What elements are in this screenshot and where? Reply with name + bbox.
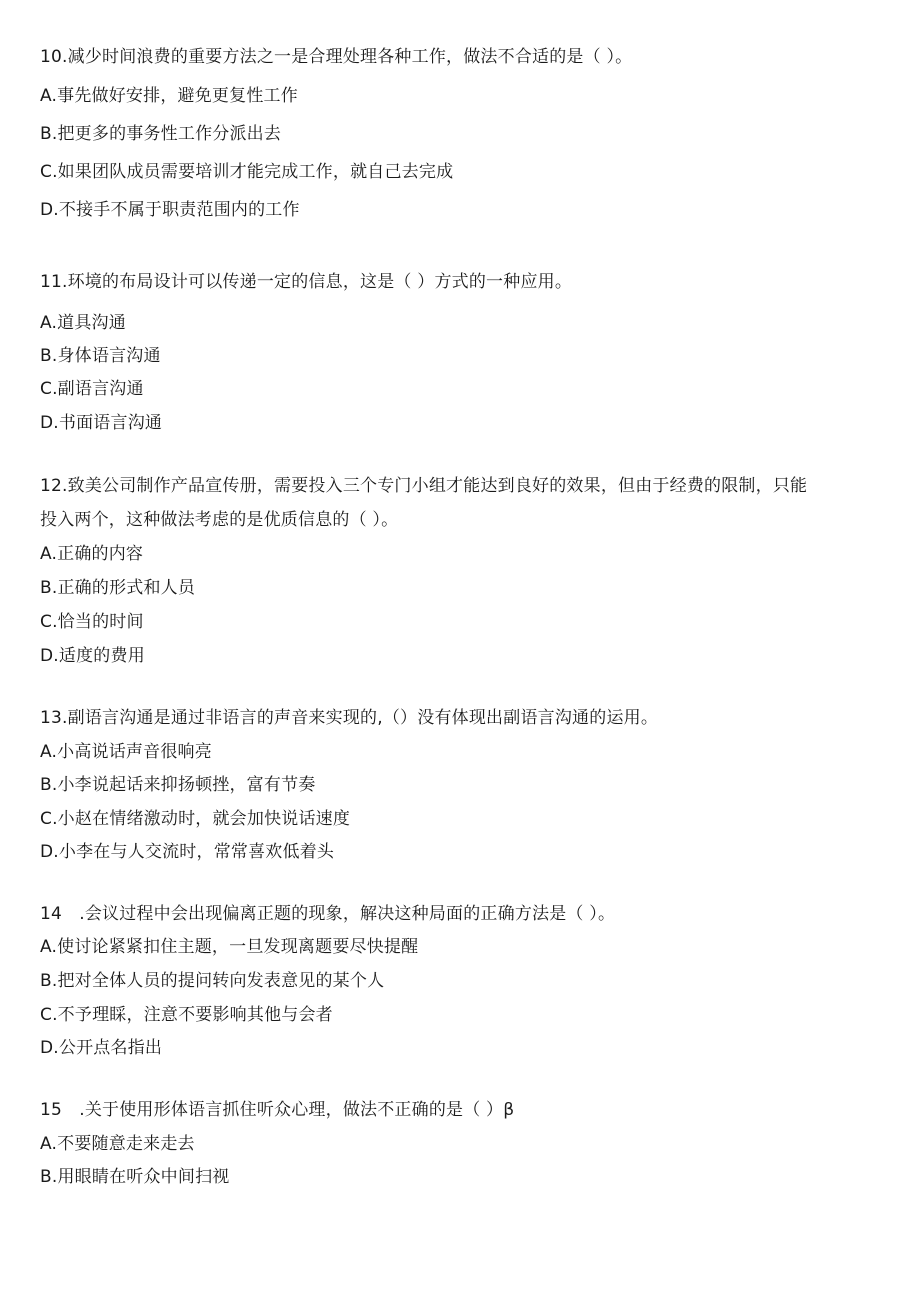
- question-12-option-a: A.正确的内容: [40, 544, 144, 564]
- question-11-option-a: A.道具沟通: [40, 313, 126, 333]
- question-14-option-b: B.把对全体人员的提问转向发表意见的某个人: [40, 971, 385, 991]
- question-15-option-a: A.不要随意走来走去: [40, 1134, 195, 1154]
- question-11-option-c: C.副语言沟通: [40, 379, 144, 399]
- question-13-option-b: B.小李说起话来抑扬顿挫，富有节奏: [40, 775, 316, 795]
- question-14-option-d: D.公开点名指出: [40, 1038, 163, 1058]
- question-10-option-d: D.不接手不属于职责范围内的工作: [40, 200, 300, 220]
- question-10-option-a: A.事先做好安排，避免更复性工作: [40, 86, 298, 106]
- question-10-stem: 10.减少时间浪费的重要方法之一是合理处理各种工作，做法不合适的是（ ）。: [40, 47, 633, 67]
- question-15-option-b: B.用眼睛在听众中间扫视: [40, 1167, 230, 1187]
- question-14-option-c: C.不予理睬，注意不要影响其他与会者: [40, 1005, 333, 1025]
- question-11-option-d: D.书面语言沟通: [40, 413, 163, 433]
- question-12-stem-line-2: 投入两个，这种做法考虑的是优质信息的（ ）。: [40, 510, 399, 530]
- question-15-stem: 15 .关于使用形体语言抓住听众心理，做法不正确的是（ ）β: [40, 1100, 515, 1120]
- question-11-option-b: B.身体语言沟通: [40, 346, 161, 366]
- question-13-option-a: A.小高说话声音很响亮: [40, 742, 212, 762]
- question-10-option-b: B.把更多的事务性工作分派出去: [40, 124, 282, 144]
- question-13-option-d: D.小李在与人交流时，常常喜欢低着头: [40, 842, 335, 862]
- question-14-option-a: A.使讨论紧紧扣住主题，一旦发现离题要尽快提醒: [40, 937, 419, 957]
- question-12-option-b: B.正确的形式和人员: [40, 578, 196, 598]
- question-10-option-c: C.如果团队成员需要培训才能完成工作，就自己去完成: [40, 162, 454, 182]
- question-12-option-c: C.恰当的时间: [40, 612, 144, 632]
- question-13-stem: 13.副语言沟通是通过非语言的声音来实现的,（）没有体现出副语言沟通的运用。: [40, 708, 659, 728]
- question-12-stem-line-1: 12.致美公司制作产品宣传册，需要投入三个专门小组才能达到良好的效果，但由于经费的限制，只能: [40, 476, 808, 496]
- question-13-option-c: C.小赵在情绪激动时，就会加快说话速度: [40, 809, 351, 829]
- question-11-stem: 11.环境的布局设计可以传递一定的信息，这是（ ）方式的一种应用。: [40, 272, 573, 292]
- question-14-stem: 14 .会议过程中会出现偏离正题的现象，解决这种局面的正确方法是（ ）。: [40, 904, 616, 924]
- question-12-option-d: D.适度的费用: [40, 646, 145, 666]
